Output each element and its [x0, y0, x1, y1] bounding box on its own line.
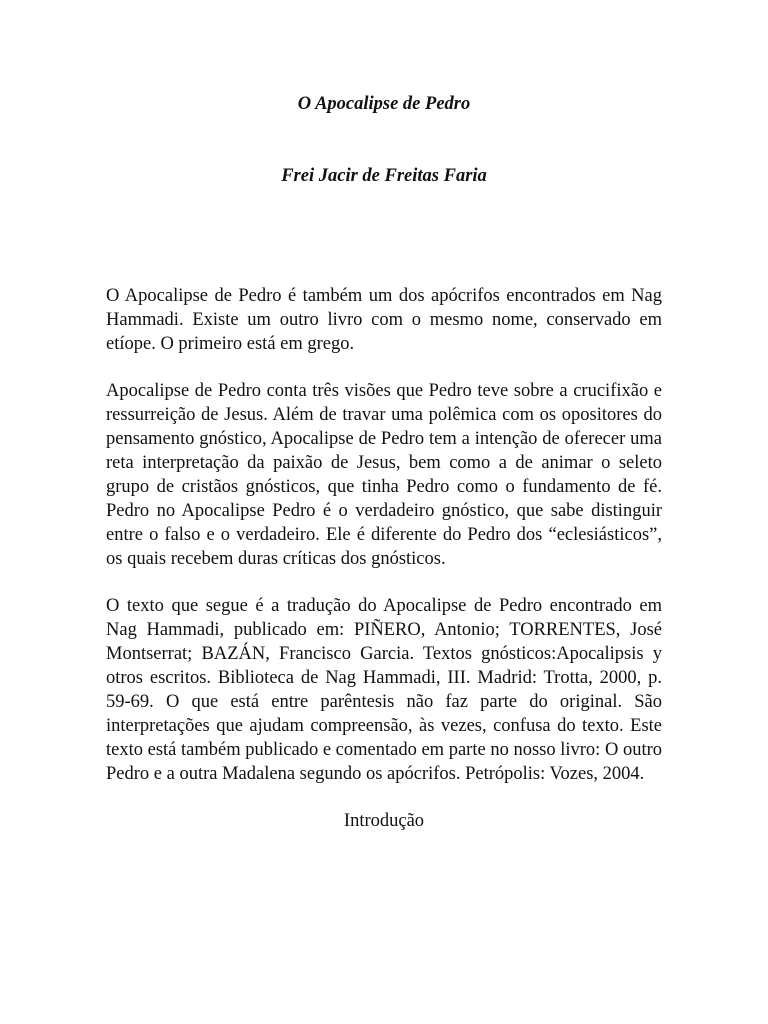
paragraph: O texto que segue é a tradução do Apocalipse de Pedro encontrado em Nag Hammadi, publicado em: PIÑERO, Antonio; TORRENTES, José Montserrat; BAZÁN, Francisco Garcia. Textos gnósticos:Apocalipsis y otros escritos. Biblioteca de Nag Hammadi, III. Madrid: Trotta, 2000, p. 59-69. O que está entre parêntesis não faz parte do original. São interpretações que ajudam compreensão, às vezes, confusa do texto. Este texto está também publicado e comentado em parte no nosso livro: O outro Pedro e a outra Madalena segundo os apócrifos. Petrópolis: Vozes, 2004.: [106, 596, 662, 784]
paragraph: O Apocalipse de Pedro é também um dos apócrifos encontrados em Nag Hammadi. Existe um outro livro com o mesmo nome, conservado em etíope. O primeiro está em grego.: [106, 286, 662, 354]
paragraph: Apocalipse de Pedro conta três visões que Pedro teve sobre a crucifixão e ressurreição de Jesus. Além de travar uma polêmica com os opositores do pensamento gnóstico, Apocalipse de Pedro tem a intenção de oferecer uma reta interpretação da paixão de Jesus, bem como a de animar o seleto grupo de cristãos gnósticos, que tinha Pedro como o fundamento de fé. Pedro no Apocalipse Pedro é o verdadeiro gnóstico, que sabe distinguir entre o falso e o verdadeiro. Ele é diferente do Pedro dos “eclesiásticos”, os quais recebem duras críticas dos gnósticos.: [106, 381, 662, 569]
document-title: O Apocalipse de Pedro: [297, 94, 471, 114]
document-author: Frei Jacir de Freitas Faria: [281, 166, 487, 186]
document-body: [106, 284, 662, 833]
section-heading-introducao: Introdução: [343, 811, 425, 831]
